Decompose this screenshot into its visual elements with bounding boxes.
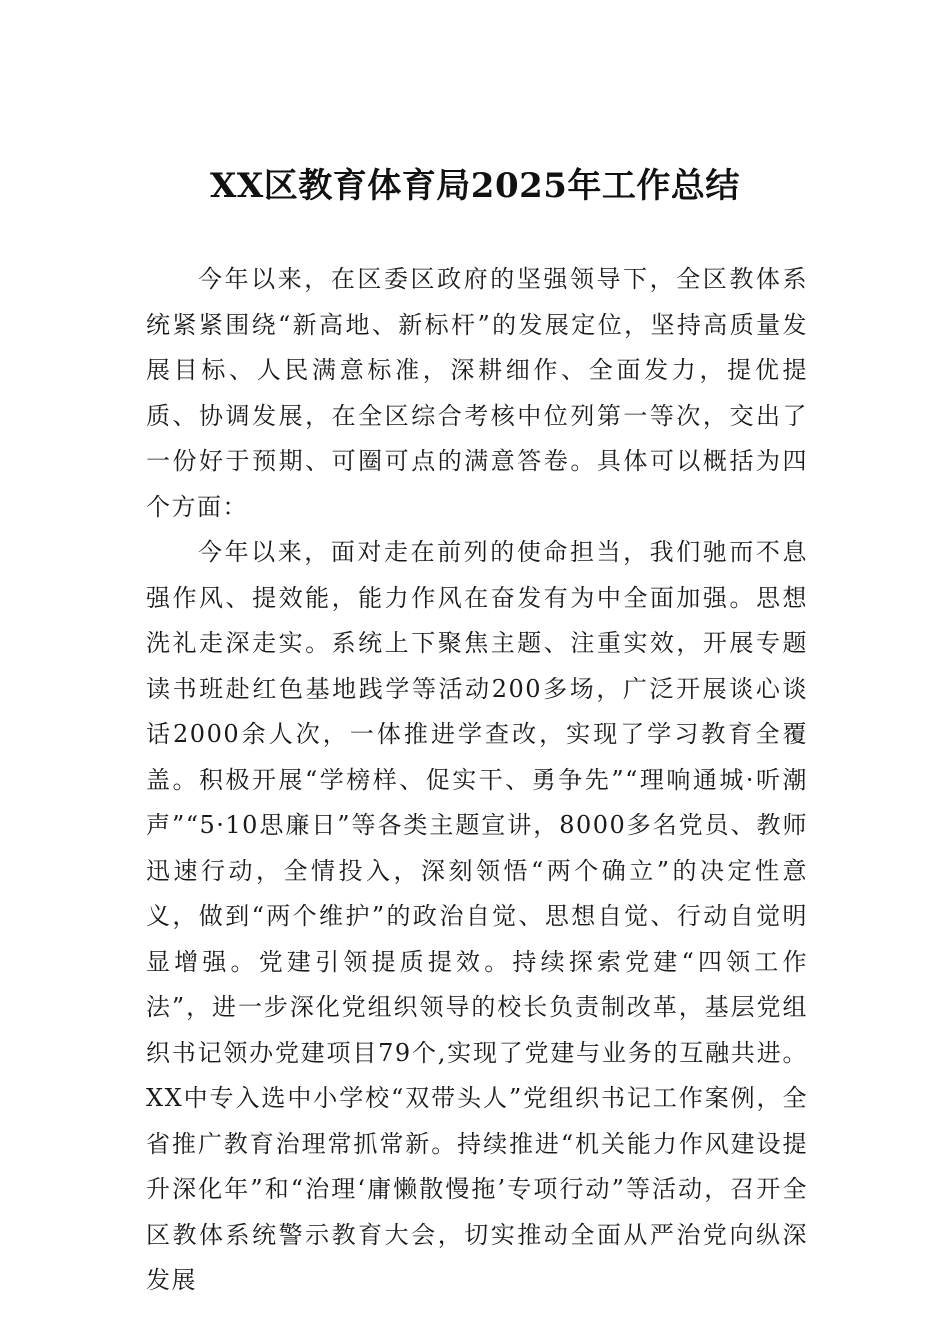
document-body xyxy=(146,257,808,1304)
paragraph-work-style: 今年以来，面对走在前列的使命担当，我们驰而不息强作风、提效能，能力作风在奋发有为中全面加强。思想洗礼走深走实。系统上下聚焦主题、注重实效，开展专题读书班赴红色基地践学等活动200多场，广泛开展谈心谈话2000余人次，一体推进学查改，实现了学习教育全覆盖。积极开展“学榜样、促实干、勇争先”“理响通城·听潮声”“5·10思廉日”等各类主题宣讲，8000多名党员、教师迅速行动，全情投入，深刻领悟“两个确立”的决定性意义，做到“两个维护”的政治自觉、思想自觉、行动自觉明显增强。党建引领提质提效。持续探索党建“四领工作法”，进一步深化党组织领导的校长负责制改革，基层党组织书记领办党建项目79个,实现了党建与业务的互融共进。XX中专入选中小学校“双带头人”党组织书记工作案例，全省推广教育治理常抓常新。持续推进“机关能力作风建设提升深化年”和“治理‘庸懒散慢拖’专项行动”等活动，召开全区教体系统警示教育大会，切实推动全面从严治党向纵深发展 xyxy=(146,538,808,1294)
paragraph-intro: 今年以来，在区委区政府的坚强领导下，全区教体系统紧紧围绕“新高地、新标杆”的发展定位，坚持高质量发展目标、人民满意标准，深耕细作、全面发力，提优提质、协调发展，在全区综合考核中位列第一等次，交出了一份好于预期、可圈可点的满意答卷。具体可以概括为四个方面： xyxy=(146,265,808,521)
document-title: XX区教育体育局2025年工作总结 xyxy=(210,166,740,206)
